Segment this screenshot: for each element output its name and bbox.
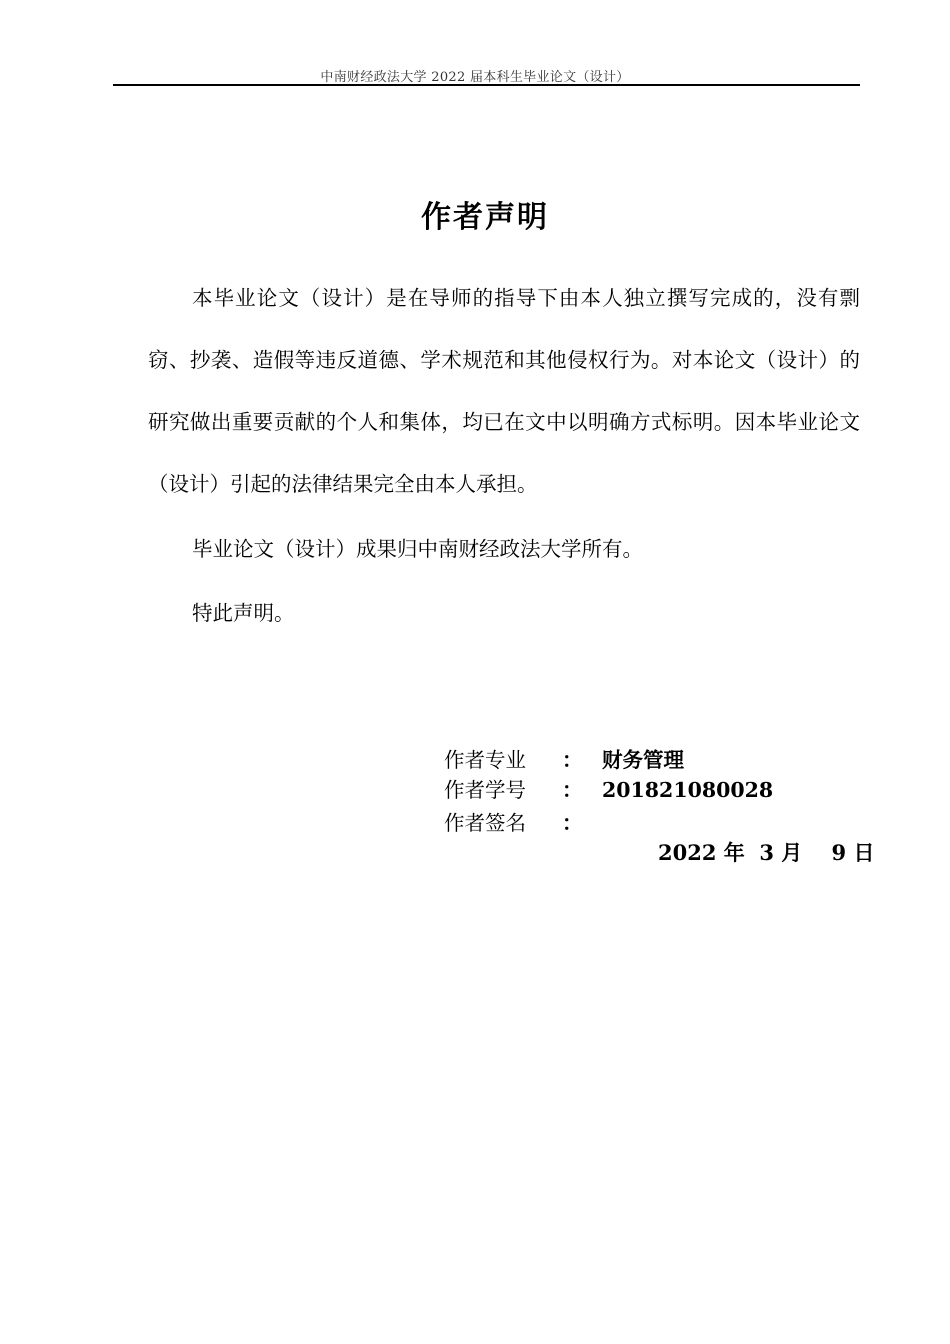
author-signature-label: 作者签名 <box>444 811 526 835</box>
student-id-label: 作者学号 <box>444 778 526 802</box>
page-title: 作者声明 <box>421 200 549 235</box>
declaration-paragraph: 本毕业论文（设计）是在导师的指导下由本人独立撰写完成的，没有剽窃、抄袭、造假等违反道德、学术规范和其他侵权行为。对本论文（设计）的研究做出重要贡献的个人和集体，均已在文中以明确方式标明。因本毕业论文（设计）引起的法律结果完全由本人承担。 <box>148 286 860 496</box>
closing-paragraph: 特此声明。 <box>192 601 295 625</box>
author-major-label: 作者专业 <box>444 748 526 772</box>
declaration-date: 2022 年 3 月 9 日 <box>658 840 875 865</box>
author-major-value: 财务管理 <box>602 748 684 772</box>
author-major-colon: ： <box>562 748 583 772</box>
student-id-colon: ： <box>562 778 583 802</box>
author-signature-colon: ： <box>562 811 583 835</box>
header-divider <box>113 84 860 86</box>
ownership-paragraph: 毕业论文（设计）成果归中南财经政法大学所有。 <box>192 537 643 561</box>
running-header: 中南财经政法大学 2022 届本科生毕业论文（设计） <box>320 70 630 85</box>
student-id-value: 201821080028 <box>602 778 774 802</box>
